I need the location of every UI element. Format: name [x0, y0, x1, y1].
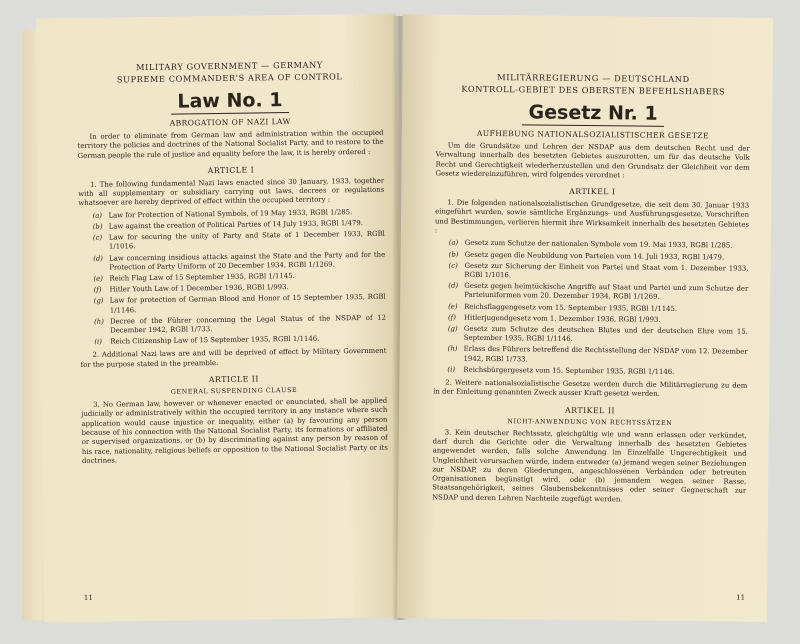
right-article1-para1: 1. Die folgenden nationalsozialistischen Grundgesetze, die seit dem 30. Januar 1933 eingeführt wurden, sowie sämtliche Ergänzungs- und Ausführungsgesetze, Vorschriften und Bestimmungen, verlieren hiermit ihre Wirksamkeit innerhalb des besetzten Gebietes : [434, 198, 750, 235]
list-item [448, 325, 748, 347]
item-text: Reich Citizenship Law of 15 September 1935, RGBl 1/1146. [110, 334, 320, 346]
right-article2-heading: ARTIKEL II [564, 405, 616, 415]
item-text: Erlass des Führers betreffend die Rechtsstellung der NSDAP vom 12. Dezember 1942, RGBl 1/733. [463, 345, 748, 364]
left-intro: In order to eliminate from German law and administration within the occupied territory the policies and doctrines of the National Socialist Party, and to restore to the German people the rule of justice and equality before the law, it is hereby ordered : [77, 128, 384, 160]
item-label: (b) [92, 222, 103, 231]
left-article2-heading: ARTICLE II [208, 374, 259, 385]
item-text: Law for protection of German Blood and Honor of 15 September 1935, RGBl 1/1146. [109, 293, 386, 315]
list-item [449, 250, 749, 262]
left-page-english [36, 14, 404, 623]
item-label: (e) [93, 274, 103, 283]
item-text: Hitler Youth Law of 1 December 1936, RGBl 1/993. [109, 283, 289, 294]
right-intro: Um die Grundsätze und Lehren der NSDAP aus dem deutschen Recht und der Verwaltung innerhalb des besetzten Gebietes auszurotten, um für das deutsche Volk Recht und Gerechtigkeit wiederherzustellen und den Grundsatz der Gleichheit vor dem Gesetz wiedereinzuführen, wird folgendes verordnet : [435, 141, 750, 180]
left-article1-para2: 2. Additional Nazi laws are and will be deprived of effect by Military Government for the purpose stated in the preamble. [80, 347, 387, 369]
item-text: Gesetz zur Sicherung der Einheit von Partei und Staat vom 1. Dezember 1933, RGBl 1/1016. [464, 261, 749, 280]
list-item [94, 293, 386, 315]
right-article2-para3: 3. Kein deutscher Rechtssatz, gleichgültig wie und wann erlassen oder verkündet, darf durch die Gerichte oder die Verwaltung innerhalb des besetzten Gebietes angewendet werden, falls solche Anwendung im Einzelfalle Ungerechtigkeit und Ungleichheit verursachen würde, indem entweder (a) jemand wegen seiner Beziehungen zur NSDAP, zu deren Gliederungen, angeschlossenen Verbänden oder betreuten Organisationen begünstigt wird, oder (b) jemandem wegen seiner Rasse, Staatsangehörigkeit, seines Glaubensbekenntnisses oder seiner Gegnerschaft zur NSDAP und deren Lehren Nachteile zugefügt werden. [432, 428, 747, 504]
left-header-line1: MILITARY GOVERNMENT — GERMANY [136, 59, 323, 73]
right-header-line2: KONTROLL-GEBIET DES OBERSTEN BEFEHLSHABERS [461, 83, 726, 97]
right-header-line1: MILITÄRREGIERUNG — DEUTSCHLAND [497, 72, 690, 85]
left-law-title: Law No. 1 [77, 88, 383, 114]
list-item [447, 365, 747, 377]
item-label: (f) [447, 313, 456, 322]
item-text: Reichsbürgergesetz vom 15. September 1935, RGBl 1/1146. [463, 365, 675, 376]
right-article1-heading: ARTIKEL I [569, 187, 616, 197]
item-label: (d) [93, 254, 104, 263]
list-item [449, 239, 749, 251]
item-label: (f) [93, 285, 102, 294]
right-page-number: 11 [736, 593, 746, 602]
left-article1-heading: ARTICLE I [207, 165, 255, 176]
item-text: Law concerning insidious attacks against the State and the Party and for the Protection of Party Uniform of 20 December 1934, RGBl 1/1269. [109, 250, 386, 272]
list-item [448, 302, 748, 314]
item-label: (h) [93, 317, 104, 326]
item-text: Law against the creation of Political Parties of 14 July 1933, RGBl 1/479. [108, 218, 363, 231]
list-item [448, 261, 748, 283]
item-text: Law for securing the unity of Party and State of 1 December 1933, RGBl 1/1016. [108, 229, 385, 251]
list-item [448, 313, 748, 325]
list-item [94, 334, 386, 347]
left-header-line2: SUPREME COMMANDER'S AREA OF CONTROL [116, 71, 343, 85]
item-text: Gesetz zum Schutze des deutschen Blutes und der deutschen Ehre vom 15. September 1935, RGBl 1/1146. [463, 324, 748, 344]
item-text: Gesetz gegen heimtückische Angriffe auf Staat und Partei und zum Schutze der Parteiuniformen vom 20. Dezember 1934, RGBl 1/1269. [464, 281, 749, 302]
open-booklet [22, 16, 782, 628]
item-label: (i) [447, 365, 456, 374]
left-article2-subheading: GENERAL SUSPENDING CLAUSE [170, 386, 298, 396]
item-text: Reichsflaggengesetz vom 15. September 1935, RGBl 1/1145. [464, 302, 678, 313]
item-text: Reich Flag Law of 15 September 1935, RGBl 1/1145. [109, 271, 295, 283]
left-law-list [93, 207, 387, 347]
item-label: (g) [93, 297, 104, 306]
right-page-german [397, 14, 773, 622]
item-label: (d) [448, 281, 459, 290]
item-label: (i) [94, 337, 102, 346]
list-item [94, 313, 386, 335]
left-article2-para3: 3. No German law, however or whenever enacted or enunciated, shall be applied judicially or administratively within the occupied territory in any instance where such application would cause injustice or inequality, either (a) by favouring any person because of his connection with the National Socialist Party, its formations or affiliated or supervised organizations, or (b) by discriminating against any person by reason of his race, nationality, religious beliefs or opposition to the National Socialist Party or its doctrines. [81, 396, 388, 465]
item-text: Gesetz gegen die Neubildung von Parteien vom 14. Juli 1933, RGBl 1/479. [464, 250, 725, 262]
item-text: Hitlerjugendgesetz vom 1. Dezember 1936, RGBl 1/993. [463, 313, 661, 324]
item-text: Decree of the Führer concerning the Legal Status of the NSDAP of 12 December 1942, RGBl 1/733. [109, 313, 387, 335]
list-item [448, 345, 748, 367]
right-article1-para2: 2. Weitere nationalsozialistische Gesetze werden durch die Militärregierung zu dem in der Einleitung genannten Zweck ausser Kraft gesetzt werden. [433, 378, 748, 399]
item-label: (a) [92, 211, 103, 220]
item-label: (h) [447, 344, 458, 354]
list-item [93, 230, 385, 252]
item-label: (b) [448, 250, 459, 259]
item-text: Law for Protection of National Symbols, of 19 May 1933, RGBl 1/285. [108, 207, 353, 220]
right-subtitle: AUFHEBUNG NATIONALSOZIALISTISCHER GESETZE [476, 128, 709, 141]
item-label: (e) [448, 302, 458, 311]
list-item [448, 282, 748, 304]
left-page-number: 11 [83, 593, 93, 602]
item-label: (g) [447, 324, 458, 333]
item-label: (c) [448, 261, 458, 270]
left-subtitle: ABROGATION OF NAZI LAW [169, 116, 291, 128]
right-article2-subheading: NICHT-ANWENDUNG VON RECHTSSÄTZEN [507, 417, 673, 427]
list-item [93, 250, 385, 272]
right-law-list [447, 239, 748, 378]
item-label: (a) [448, 238, 459, 248]
right-law-title: Gesetz Nr. 1 [436, 100, 750, 125]
item-text: Gesetz zum Schutze der nationalen Symbole vom 19. Mai 1933, RGBl 1/285. [464, 239, 733, 250]
left-article1-para1: 1. The following fundamental Nazi laws enacted since 30 January, 1933, together with all supplementary or subsidiary carrying out laws, decrees or regulations whatsoever are hereby deprived of effect within the occupied territory : [78, 176, 385, 208]
item-label: (c) [92, 233, 103, 242]
